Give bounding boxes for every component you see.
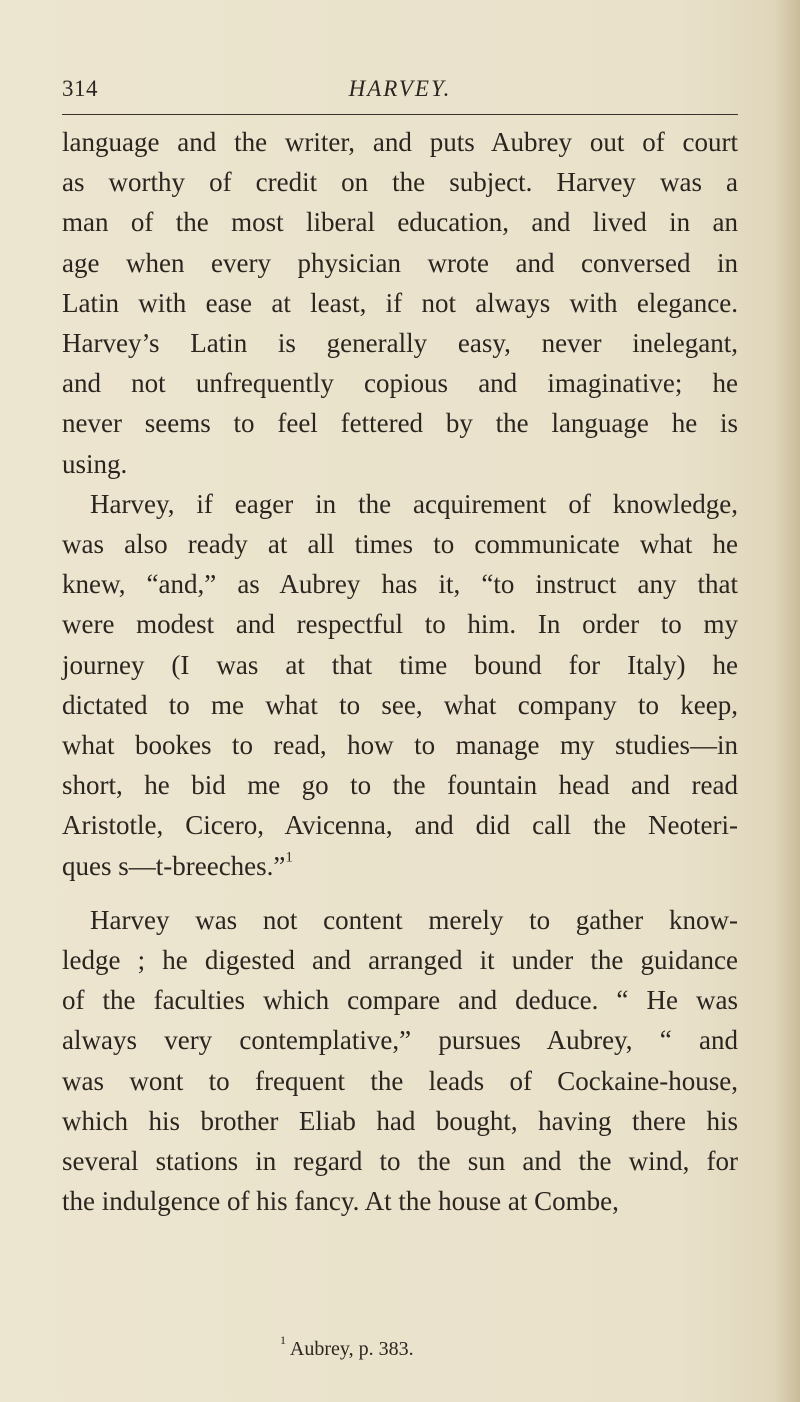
running-title: HARVEY. bbox=[348, 76, 452, 101]
text-line bbox=[62, 1061, 738, 1101]
line-text: Harvey, if eager in the acquirement of knowledge, bbox=[90, 488, 738, 519]
line-text: man of the most liberal education, and lived in an bbox=[62, 207, 738, 238]
page-edge-shadow bbox=[774, 0, 800, 1402]
text-line bbox=[62, 1141, 738, 1181]
footnote bbox=[280, 1333, 414, 1361]
line-text: never seems to feel fettered by the language he is bbox=[62, 408, 738, 439]
paragraph-gap bbox=[62, 886, 738, 900]
body-text bbox=[62, 122, 738, 1221]
paragraph bbox=[62, 122, 738, 484]
text-line bbox=[62, 323, 738, 363]
text-line bbox=[62, 645, 738, 685]
text-line bbox=[62, 162, 738, 202]
line-text: which his brother Eliab had bought, having there his bbox=[62, 1105, 738, 1136]
text-line bbox=[62, 805, 738, 845]
line-text: Latin with ease at least, if not always with elegance. bbox=[62, 287, 738, 318]
text-line bbox=[62, 940, 738, 980]
line-text: knew, “and,” as Aubrey has it, “to instruct any that bbox=[62, 569, 738, 600]
page-header bbox=[62, 76, 738, 108]
text-line bbox=[62, 725, 738, 765]
header-rule bbox=[62, 114, 738, 115]
line-text: dictated to me what to see, what company to keep, bbox=[62, 689, 738, 720]
paragraph bbox=[62, 484, 738, 886]
text-line bbox=[62, 524, 738, 564]
line-text: age when every physician wrote and conversed in bbox=[62, 247, 738, 278]
text-line bbox=[62, 1101, 738, 1141]
text-line bbox=[62, 1020, 738, 1060]
text-line bbox=[62, 202, 738, 242]
text-line bbox=[62, 243, 738, 283]
line-text: the indulgence of his fancy. At the house at Combe, bbox=[62, 1186, 619, 1217]
text-line bbox=[62, 685, 738, 725]
line-text: Aristotle, Cicero, Avicenna, and did call the Neoteri- bbox=[62, 810, 738, 841]
paragraph bbox=[62, 900, 738, 1222]
text-line bbox=[62, 444, 738, 484]
line-text: of the faculties which compare and deduce. “ He was bbox=[62, 985, 738, 1016]
line-text: was wont to frequent the leads of Cockaine-house, bbox=[62, 1065, 738, 1096]
line-text: Harvey was not content merely to gather know- bbox=[90, 904, 738, 935]
line-text: as worthy of credit on the subject. Harvey was a bbox=[62, 167, 738, 198]
text-line bbox=[62, 900, 738, 940]
line-text: several stations in regard to the sun and the wind, for bbox=[62, 1146, 738, 1177]
line-text: journey (I was at that time bound for Italy) he bbox=[62, 649, 738, 680]
line-text: Harvey’s Latin is generally easy, never inelegant, bbox=[62, 328, 738, 359]
line-text: always very contemplative,” pursues Aubrey, “ and bbox=[62, 1025, 738, 1056]
line-text: using. bbox=[62, 448, 128, 479]
line-text: short, he bid me go to the fountain head and read bbox=[62, 770, 738, 801]
text-line bbox=[62, 283, 738, 323]
text-line bbox=[62, 765, 738, 805]
page-number: 314 bbox=[62, 76, 98, 101]
text-line bbox=[62, 1181, 738, 1221]
line-text: ledge ; he digested and arranged it under the guidance bbox=[62, 945, 738, 976]
footnote-reference: 1 bbox=[285, 849, 293, 866]
footnote-text: Aubrey, p. 383. bbox=[289, 1338, 414, 1360]
text-line bbox=[62, 846, 738, 886]
text-line bbox=[62, 363, 738, 403]
line-text: what bookes to read, how to manage my studies—in bbox=[62, 730, 738, 761]
line-text: were modest and respectful to him. In order to my bbox=[62, 609, 738, 640]
line-text: and not unfrequently copious and imaginative; he bbox=[62, 368, 738, 399]
text-line bbox=[62, 484, 738, 524]
line-text: was also ready at all times to communicate what he bbox=[62, 529, 738, 560]
line-text: language and the writer, and puts Aubrey out of court bbox=[62, 127, 738, 157]
text-line bbox=[62, 980, 738, 1020]
text-line bbox=[62, 122, 738, 162]
text-line bbox=[62, 564, 738, 604]
text-line bbox=[62, 604, 738, 644]
text-line bbox=[62, 403, 738, 443]
footnote-marker: 1 bbox=[280, 1333, 286, 1348]
line-text: ques s—t-breeches.” bbox=[62, 850, 286, 881]
